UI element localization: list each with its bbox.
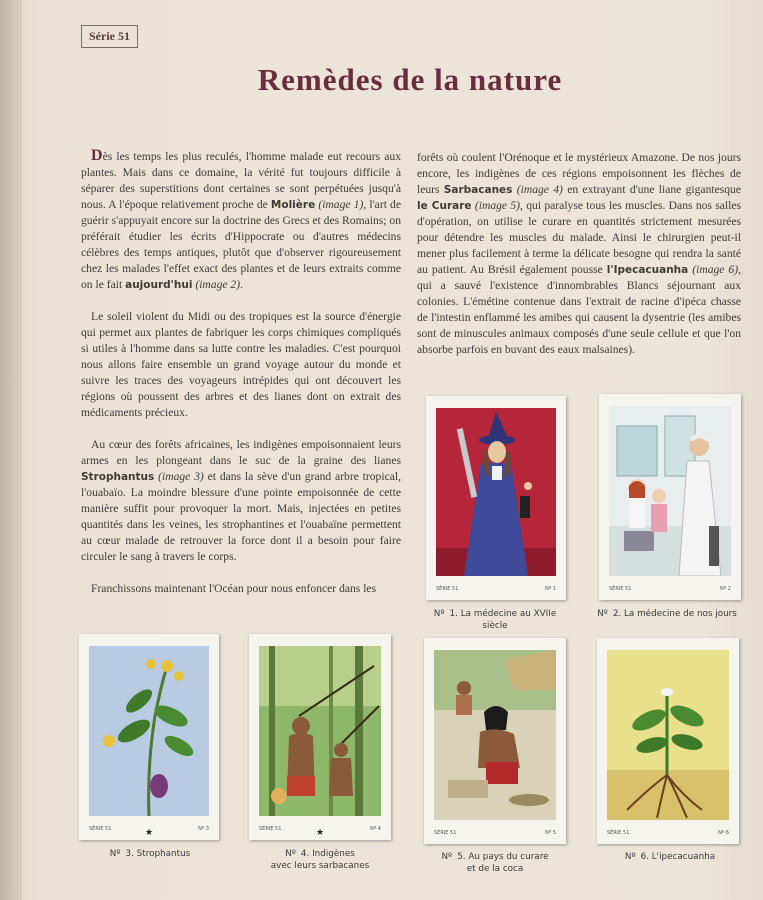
caption-text-3: 3. Strophantus bbox=[125, 849, 191, 859]
paragraph-5 bbox=[417, 150, 741, 358]
caption-num-5: Nº bbox=[441, 852, 453, 862]
r1-end: , qui a sauvé l'existence d'innombrables Blancs séjournant aux colonies. L'émétine contenue dans l'extrait de racine d'ipéca chasse de l'intestin enflammé les amibes qui causent la dysentrie (les amibes sont de minuscules animaux composés d'une seule cellule et que l'on absorbe parfois en buvant des eaux malsaines). bbox=[417, 263, 741, 356]
card-6-illustration bbox=[607, 650, 729, 820]
caption-text-5b: et de la coca bbox=[466, 864, 524, 874]
card-3 bbox=[79, 634, 219, 840]
caption-text-5: 5. Au pays du curare bbox=[457, 852, 549, 862]
p1-end: . bbox=[240, 278, 243, 291]
caption-num-1: Nº bbox=[433, 609, 445, 619]
caption-num-3: Nº bbox=[109, 849, 121, 859]
card-1-caption bbox=[420, 608, 570, 632]
card-2-caption bbox=[592, 608, 742, 620]
card-2-illustration bbox=[609, 406, 731, 576]
p3-end: et dans la sève d'un grand arbre tropical, l'ouabaïo. La moindre blessure d'une pointe empoisonnée de cette manière suffit pour provoquer la mort. Mais, injectées en petites quantités dans les veines, les strophantines et l'ouabaïne permettent au cœur malade de retrouver la force dont il a besoin pour faire circuler le sang à travers le corps. bbox=[81, 470, 401, 563]
card-1-illustration bbox=[436, 408, 556, 576]
image-ref-4: (image 4) bbox=[516, 183, 563, 196]
card-4-caption bbox=[245, 848, 395, 872]
card-6-caption bbox=[605, 851, 735, 863]
paragraph-1 bbox=[81, 148, 401, 293]
card-4-star-icon: ★ bbox=[315, 827, 325, 837]
page-title: Remèdes de la nature bbox=[257, 62, 563, 97]
card-2-series: SÉRIE 51 bbox=[609, 586, 632, 592]
caption-num-4: Nº bbox=[285, 849, 296, 859]
r1-text-mid2: , qui paralyse tous les muscles. Dans nos salles d'opération, on utilise le curare en quantités strictement mesurées pour détendre les muscles du malade. Ainsi le chirurgien peut-il mener plus facilement à terme la délicate besogne qui rendra la santé au patient. Au Brésil également pousse bbox=[417, 199, 741, 276]
caption-text-1: 1. La médecine au XVIIe siècle bbox=[449, 609, 557, 631]
sarbacanes-bold: Sarbacanes bbox=[443, 184, 513, 196]
image-ref-1: (image 1) bbox=[318, 198, 364, 211]
card-2-footer bbox=[609, 583, 731, 595]
text-column-left bbox=[81, 148, 401, 597]
image-ref-2: (image 2) bbox=[195, 278, 241, 291]
card-3-caption bbox=[90, 848, 210, 860]
caption-text-4b: avec leurs sarbacanes bbox=[270, 861, 370, 871]
caption-text-2: 2. La médecine de nos jours bbox=[612, 609, 737, 619]
dropcap: D bbox=[91, 147, 103, 164]
card-5-caption bbox=[420, 851, 570, 875]
text-column-right bbox=[417, 150, 741, 358]
card-4-series: SÉRIE 51 bbox=[259, 826, 282, 832]
card-2-number: Nº 2 bbox=[720, 586, 731, 592]
card-1 bbox=[426, 396, 566, 600]
card-4 bbox=[249, 634, 391, 840]
p1-text: ès les temps les plus reculés, l'homme malade eut recours aux plantes. Mais dans ce domaine, la vérité fut toujours difficile à séparer des superstitions dont certaines se sont perpétuées jusqu'à nous. A l'époque relativement proche de bbox=[81, 150, 401, 211]
card-1-series: SÉRIE 51 bbox=[436, 586, 459, 592]
p3-text: Au cœur des forêts africaines, les indigènes empoisonnaient leurs armes en les plongeant dans le suc de la graine des lianes bbox=[81, 438, 401, 467]
card-6-footer bbox=[607, 827, 729, 839]
card-4-illustration bbox=[259, 646, 381, 816]
aujourdhui-bold: aujourd'hui bbox=[125, 279, 193, 291]
card-6 bbox=[597, 638, 739, 844]
card-5-footer bbox=[434, 827, 556, 839]
card-3-number: Nº 3 bbox=[198, 826, 209, 832]
caption-num-6: Nº bbox=[624, 852, 636, 862]
paragraph-2: Le soleil violent du Midi ou des tropiques est la source d'énergie qui permet aux plantes de fabriquer les corps chimiques compliqués si utiles à l'homme dans sa lutte contre les maladies. C'est pourquoi nous allons faire ensemble un grand voyage autour du monde et suivre les traces des voyageurs intrépides qui ont découvert les régions où poussent des arbres et des lianes dont on extrait des médicaments précieux. bbox=[81, 310, 401, 419]
card-6-number: Nº 6 bbox=[718, 830, 729, 836]
strophantus-bold: Strophantus bbox=[81, 471, 155, 483]
curare-bold: le Curare bbox=[417, 200, 472, 212]
card-1-number: Nº 1 bbox=[545, 586, 556, 592]
paragraph-4: Franchissons maintenant l'Océan pour nous enfoncer dans les bbox=[91, 582, 377, 595]
card-3-star-icon: ★ bbox=[144, 827, 154, 837]
card-6-series: SÉRIE 51 bbox=[607, 830, 630, 836]
ipeca-bold: l'Ipecacuanha bbox=[606, 264, 689, 276]
image-ref-6: (image 6) bbox=[692, 263, 739, 276]
card-5-number: Nº 5 bbox=[545, 830, 556, 836]
card-3-series: SÉRIE 51 bbox=[89, 826, 112, 832]
card-5 bbox=[424, 638, 566, 844]
card-1-footer bbox=[436, 583, 556, 595]
r1-text-mid: en extrayant d'une liane gigantesque bbox=[562, 183, 741, 196]
card-5-illustration bbox=[434, 650, 556, 820]
image-ref-5: (image 5) bbox=[474, 199, 521, 212]
r1-text: forêts où coulent l'Orénoque et le mystérieux Amazone. De nos jours encore, les indigènes de ces régions empoisonnent les flèches de leurs bbox=[417, 151, 741, 196]
series-badge: Série 51 bbox=[81, 25, 138, 48]
p1-text-mid: , l'art de guérir s'appuyait encore sur la doctrine des Grecs et des Romains; on préférait étudier les écrits d'Hippocrate ou d'autres médecins célèbres des temps antiques, plutôt que d'observer rigoureusement chez les malades l'effet exact des plantes et de leurs extraits comme on le fait bbox=[81, 198, 401, 291]
binding-spine bbox=[0, 0, 22, 900]
caption-num-2: Nº bbox=[597, 609, 608, 619]
card-2 bbox=[599, 394, 741, 600]
caption-text-4: 4. Indigènes bbox=[300, 849, 355, 859]
image-ref-3: (image 3) bbox=[158, 470, 204, 483]
card-3-illustration bbox=[89, 646, 209, 816]
card-5-series: SÉRIE 51 bbox=[434, 830, 457, 836]
paragraph-3 bbox=[81, 437, 401, 565]
card-4-number: Nº 4 bbox=[370, 826, 381, 832]
moliere-bold: Molière bbox=[270, 199, 316, 211]
caption-text-6: 6. L'ipecacuanha bbox=[640, 852, 716, 862]
